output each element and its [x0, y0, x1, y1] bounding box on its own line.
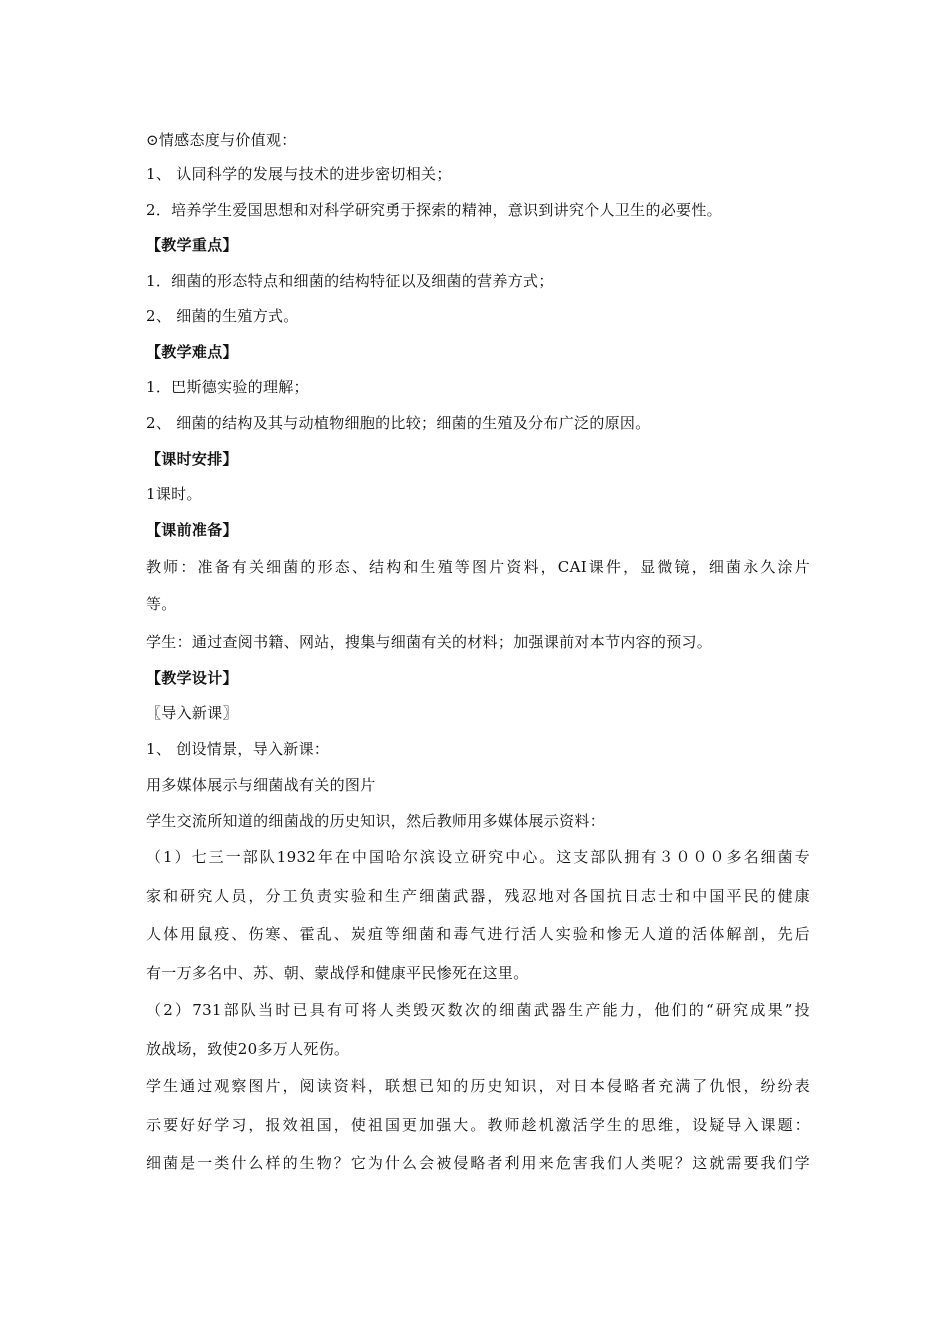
- subheading-introduction: 〖导入新课〗: [146, 704, 238, 722]
- text-line: 2．培养学生爱国思想和对科学研究勇于探索的精神，意识到讲究个人卫生的必要性。: [146, 201, 722, 219]
- text-line: 人体用鼠疫、伤寒、霍乱、炭疽等细菌和毒气进行活人实验和惨无人道的活体解剖，先后: [146, 925, 810, 943]
- text-line: 1、 创设情景，导入新课：: [146, 740, 330, 758]
- text-line: 1课时。: [146, 485, 202, 503]
- text-line: （1）七三一部队1932年在中国哈尔滨设立研究中心。这支部队拥有３０００多名细菌专: [146, 848, 810, 866]
- text-line: 学生通过观察图片，阅读资料，联想已知的历史知识，对日本侵略者充满了仇恨，纷纷表: [146, 1077, 810, 1095]
- section-affective-values: ⊙情感态度与价值观：: [146, 131, 297, 149]
- text-line: 用多媒体展示与细菌战有关的图片: [146, 776, 376, 794]
- text-line: 1．巴斯德实验的理解；: [146, 378, 309, 396]
- text-line: 学生交流所知道的细菌战的历史知识，然后教师用多媒体展示资料：: [146, 812, 606, 830]
- heading-teaching-focus: 【教学重点】: [146, 236, 238, 254]
- text-line: 家和研究人员，分工负责实验和生产细菌武器，残忍地对各国抗日志士和中国平民的健康: [146, 887, 810, 905]
- text-line: 2、 细菌的结构及其与动植物细胞的比较；细菌的生殖及分布广泛的原因。: [146, 414, 651, 432]
- text-line: 放战场，致使20多万人死伤。: [146, 1040, 350, 1058]
- text-line: （2）731部队当时已具有可将人类毁灭数次的细菌武器生产能力，他们的“研究成果”投: [146, 1001, 810, 1019]
- text-line: 细菌是一类什么样的生物？它为什么会被侵略者利用来危害我们人类呢？这就需要我们学: [146, 1154, 810, 1172]
- text-line: 教师：准备有关细菌的形态、结构和生殖等图片资料，CAI课件，显微镜，细菌永久涂片: [146, 558, 810, 576]
- heading-teaching-difficulty: 【教学难点】: [146, 343, 238, 361]
- text-line: 2、 细菌的生殖方式。: [146, 307, 299, 325]
- heading-teaching-design: 【教学设计】: [146, 669, 238, 687]
- heading-preparation: 【课前准备】: [146, 521, 238, 539]
- heading-class-schedule: 【课时安排】: [146, 450, 238, 468]
- text-line: 1、 认同科学的发展与技术的进步密切相关；: [146, 165, 452, 183]
- text-line: 1．细菌的形态特点和细菌的结构特征以及细菌的营养方式；: [146, 272, 554, 290]
- text-line: 有一万多名中、苏、朝、蒙战俘和健康平民惨死在这里。: [146, 964, 529, 982]
- text-line: 学生：通过查阅书籍、网站，搜集与细菌有关的材料；加强课前对本节内容的预习。: [146, 633, 713, 651]
- text-line: 示要好好学习，报效祖国，使祖国更加强大。教师趁机激活学生的思维，设疑导入课题：: [146, 1116, 810, 1134]
- text-line: 等。: [146, 595, 177, 613]
